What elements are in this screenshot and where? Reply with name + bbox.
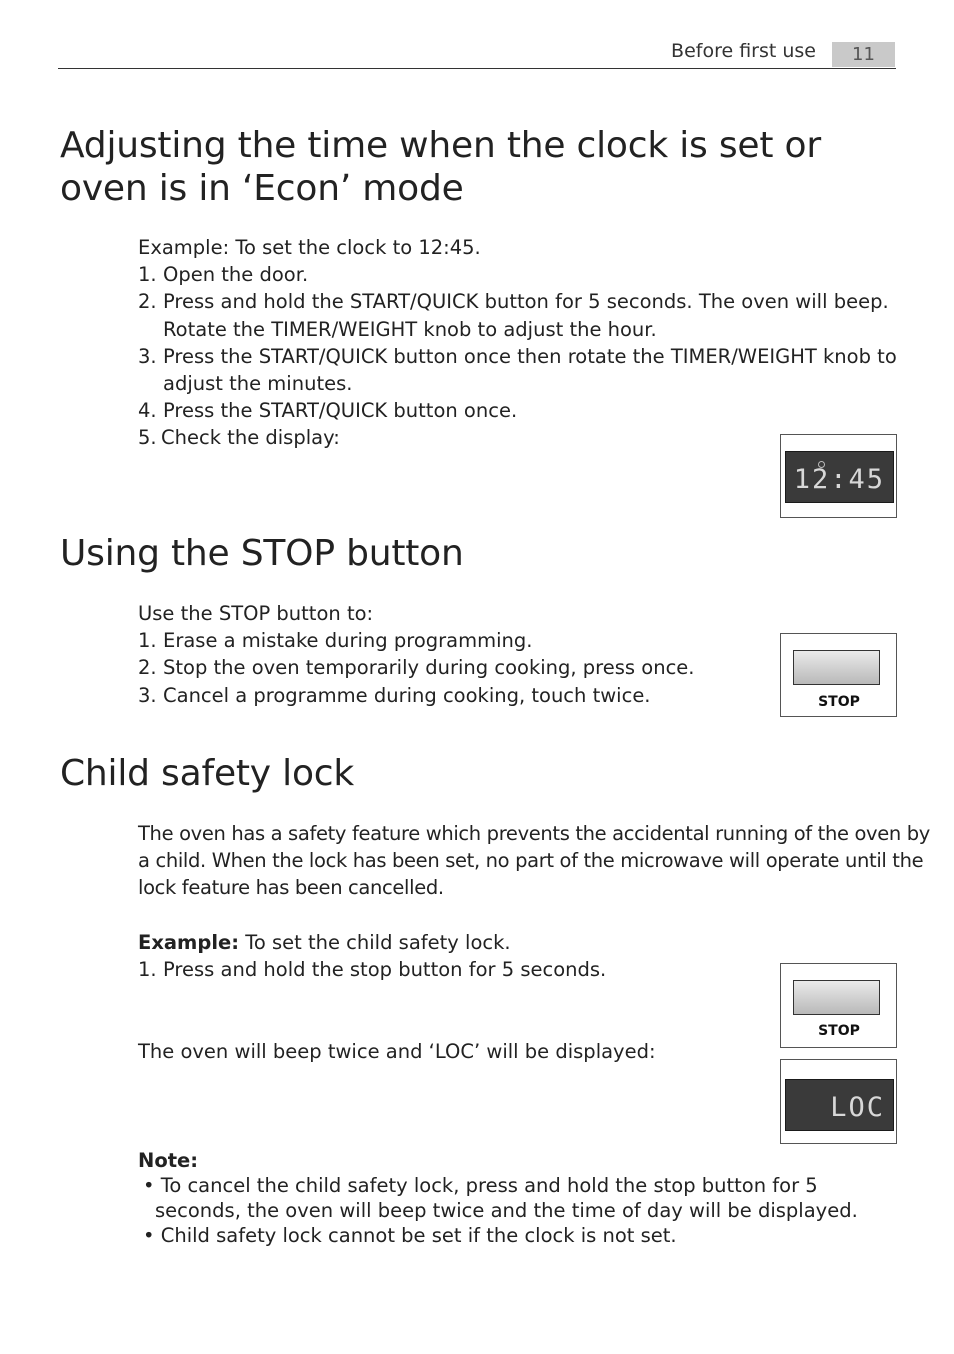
example-line — [138, 234, 897, 261]
step-text: Press and hold the stop button for 5 seconds. — [163, 958, 607, 982]
stop-button-body — [138, 600, 694, 709]
paragraph-line: a child. When the lock has been set, no part of the microwave will operate until the — [138, 849, 924, 873]
step-text: Erase a mistake during programming. — [163, 629, 533, 653]
step-number: 2. — [138, 656, 157, 680]
paragraph-line: lock feature has been cancelled. — [138, 876, 444, 900]
note-text: Child safety lock cannot be set if the clock is not set. — [160, 1224, 677, 1247]
step-text: Cancel a programme during cooking, touch twice. — [163, 683, 651, 707]
step-item — [138, 343, 897, 370]
step-item — [138, 654, 694, 681]
step-number: 5. — [138, 426, 157, 450]
step-item — [138, 627, 694, 654]
stop-button-illustration — [793, 980, 880, 1015]
section-title-adjust-time: Adjusting the time when the clock is set or oven is in ‘Econ’ mode — [60, 125, 821, 209]
step-item — [138, 288, 897, 315]
step-text: Press the START/QUICK button once. — [163, 399, 518, 423]
note-continuation: seconds, the oven will beep twice and the time of day will be displayed. — [155, 1199, 858, 1222]
bullet: • — [143, 1174, 155, 1197]
step-number: 4. — [138, 399, 157, 423]
running-header: Before first use — [671, 40, 816, 62]
paragraph-line: The oven has a safety feature which prevents the accidental running of the oven by — [138, 822, 930, 845]
note-item — [138, 1173, 858, 1198]
stop-button-illustration — [793, 650, 880, 685]
step-number: 2. — [138, 290, 157, 314]
lcd-digits: 12:45 — [793, 464, 885, 495]
stop-button-label: STOP — [818, 1023, 860, 1039]
lcd-display — [785, 1079, 894, 1131]
note-label: Note: — [138, 1149, 199, 1172]
step-continuation: Rotate the TIMER/WEIGHT knob to adjust the hour. — [163, 317, 657, 341]
example-text: To set the child safety lock. — [239, 931, 511, 954]
note-text: To cancel the child safety lock, press and hold the stop button for 5 — [160, 1174, 818, 1197]
lcd-digits: LOC — [830, 1092, 885, 1123]
beep-text: The oven will beep twice and ‘LOC’ will be displayed: — [138, 1040, 656, 1063]
section-title-stop-button: Using the STOP button — [60, 533, 464, 574]
bullet: • — [143, 1224, 155, 1247]
step-item — [138, 261, 897, 288]
step-text: Stop the oven temporarily during cooking, press once. — [163, 656, 695, 680]
child-lock-paragraph — [138, 820, 930, 902]
step-number: 3. — [138, 344, 157, 368]
example-line — [138, 929, 606, 956]
stop-button-label: STOP — [818, 694, 860, 710]
stop-button-figure — [780, 963, 897, 1048]
step-item — [138, 956, 606, 983]
step-number: 3. — [138, 683, 157, 707]
child-lock-example — [138, 929, 606, 983]
note-block — [138, 1148, 858, 1248]
step-item — [138, 682, 694, 709]
step-continuation: adjust the minutes. — [163, 372, 353, 396]
example-label: Example: — [138, 931, 240, 954]
page-number: 11 — [832, 42, 895, 67]
step-number: 1. — [138, 263, 157, 287]
step-item — [138, 397, 897, 424]
step-number: 1. — [138, 629, 157, 653]
step-number: 1. — [138, 958, 157, 982]
header-rule — [58, 68, 896, 69]
loc-display-figure — [780, 1059, 897, 1144]
lcd-display — [785, 451, 894, 503]
stop-button-figure — [780, 633, 897, 717]
step-text: Press and hold the START/QUICK button for 5 seconds. The oven will beep. — [163, 290, 889, 314]
example-label: Example: — [138, 236, 230, 259]
clock-display-figure — [780, 434, 897, 518]
adjust-time-body — [138, 234, 897, 452]
step-text: Open the door. — [163, 263, 309, 287]
step-text: Press the START/QUICK button once then rotate the TIMER/WEIGHT knob to — [163, 344, 897, 368]
note-item — [138, 1223, 858, 1248]
intro-text: Use the STOP button to: — [138, 602, 374, 625]
section-title-child-lock: Child safety lock — [60, 753, 355, 794]
example-text: To set the clock to 12:45. — [229, 236, 481, 259]
step-text: Check the display: — [161, 426, 340, 450]
